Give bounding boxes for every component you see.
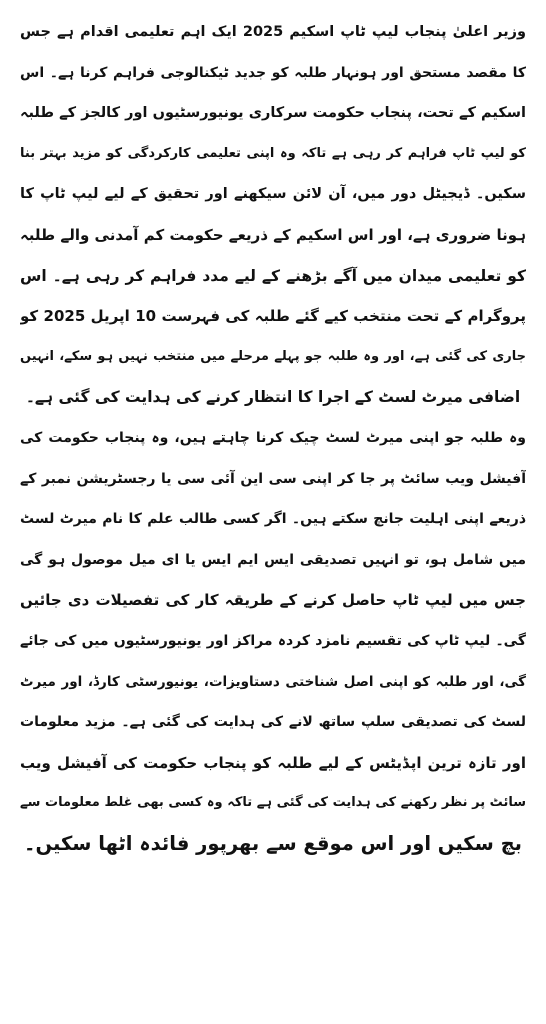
paragraph-line: میں شامل ہو، تو انہیں تصدیقی ایس ایم ایس یا ای میل موصول ہو گی	[20, 551, 526, 568]
paragraph-line: گی، اور طلبہ کو اپنی اصل شناختی دستاویزات، یونیورسٹی کارڈ، اور میرٹ	[20, 673, 526, 690]
paragraph-line: بچ سکیں اور اس موقع سے بھرپور فائدہ اٹھا سکیں۔	[24, 831, 522, 855]
paragraph-line: سکیں۔ ڈیجیٹل دور میں، آن لائن سیکھنے اور تحقیق کے لیے لیپ ٹاپ کا	[20, 186, 526, 203]
paragraph-line: گی۔ لیپ ٹاپ کی تقسیم نامزد کردہ مراکز اور یونیورسٹیوں میں کی جائے	[20, 632, 526, 649]
paragraph-line: کا مقصد مستحق اور ہونہار طلبہ کو جدید ٹیکنالوجی فراہم کرنا ہے۔ اس	[20, 64, 526, 81]
paragraph-line: آفیشل ویب سائٹ پر جا کر اپنی سی این آئی سی یا رجسٹریشن نمبر کے	[20, 470, 526, 487]
article-paragraph-1	[20, 12, 526, 418]
paragraph-line: کو لیپ ٹاپ فراہم کر رہی ہے تاکہ وہ اپنی تعلیمی کارکردگی کو مزید بہتر بنا	[20, 145, 526, 161]
paragraph-line: لسٹ کی تصدیقی سلپ ساتھ لانے کی ہدایت کی گئی ہے۔ مزید معلومات	[20, 714, 526, 731]
paragraph-line: اور تازہ ترین اپڈیٹس کے لیے طلبہ کو پنجاب حکومت کی آفیشل ویب	[20, 753, 526, 772]
paragraph-line: جس میں لیپ ٹاپ حاصل کرنے کے طریقہ کار کی تفصیلات دی جائیں	[20, 591, 526, 610]
paragraph-line: جاری کی گئی ہے، اور وہ طلبہ جو پہلے مرحلے میں منتخب نہیں ہو سکے، انہیں	[20, 348, 526, 364]
paragraph-line: سائٹ پر نظر رکھنے کی ہدایت کی گئی ہے تاکہ وہ کسی بھی غلط معلومات سے	[20, 795, 526, 811]
paragraph-line: اضافی میرٹ لسٹ کے اجرا کا انتظار کرنے کی ہدایت کی گئی ہے۔	[25, 388, 521, 407]
paragraph-line: ہونا ضروری ہے، اور اس اسکیم کے ذریعے حکومت کم آمدنی والے طلبہ	[20, 225, 526, 244]
paragraph-line: وہ طلبہ جو اپنی میرٹ لسٹ چیک کرنا چاہتے ہیں، وہ پنجاب حکومت کی	[20, 429, 526, 446]
paragraph-line: اسکیم کے تحت، پنجاب حکومت سرکاری یونیورسٹیوں اور کالجز کے طلبہ	[20, 105, 526, 122]
paragraph-line: پروگرام کے تحت منتخب کیے گئے طلبہ کی فہرست 10 اپریل 2025 کو	[20, 307, 526, 326]
paragraph-line: کو تعلیمی میدان میں آگے بڑھنے کے لیے مدد فراہم کر رہی ہے۔ اس	[20, 266, 526, 285]
paragraph-line: وزیر اعلیٰ پنجاب لیپ ٹاپ اسکیم 2025 ایک اہم تعلیمی اقدام ہے جس	[20, 24, 526, 40]
article-paragraph-2	[20, 418, 526, 865]
paragraph-line: ذریعے اپنی اہلیت جانچ سکتے ہیں۔ اگر کسی طالب علم کا نام میرٹ لسٹ	[20, 511, 526, 528]
